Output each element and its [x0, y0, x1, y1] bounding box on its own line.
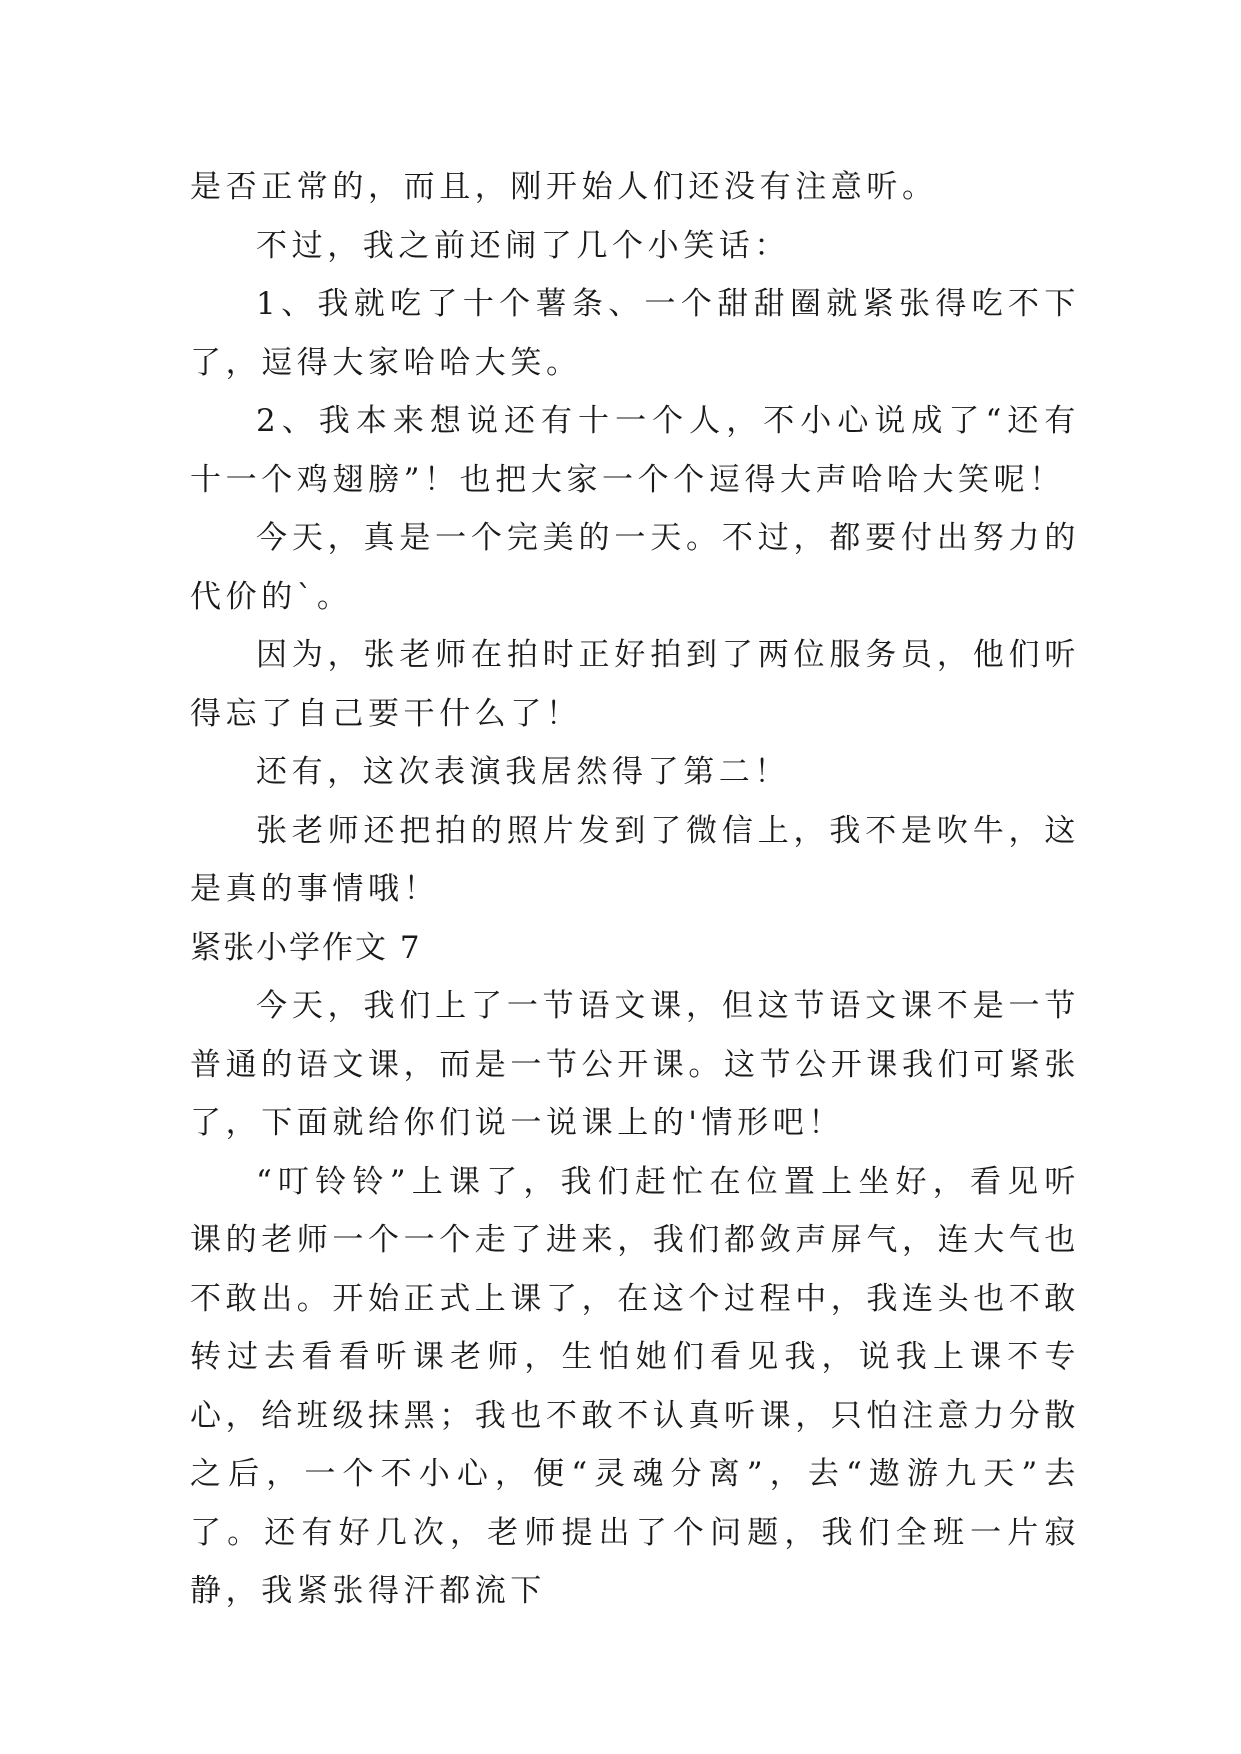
paragraph-5: 今天，真是一个完美的一天。不过，都要付出努力的代价的`。: [190, 520, 1080, 615]
paragraph-6: 因为，张老师在拍时正好拍到了两位服务员，他们听得忘了自己要干什么了！: [190, 637, 1080, 732]
paragraph-2: 不过，我之前还闹了几个小笑话：: [256, 227, 790, 264]
paragraph-3: 1、我就吃了十个薯条、一个甜甜圈就紧张得吃不下了，逗得大家哈哈大笑。: [190, 286, 1080, 381]
document-body: [190, 158, 1080, 1621]
paragraph-1: 是否正常的，而且，刚开始人们还没有注意听。: [190, 169, 938, 205]
paragraph-4: 2、我本来想说还有十一个人，不小心说成了“还有十一个鸡翅膀”！也把大家一个个逗得大声哈哈大笑呢！: [190, 403, 1080, 498]
paragraph-7: 还有，这次表演我居然得了第二！: [256, 754, 790, 790]
paragraph-9: 今天，我们上了一节语文课，但这节语文课不是一节普通的语文课，而是一节公开课。这节公开课我们可紧张了，下面就给你们说一说课上的'情形吧！: [190, 988, 1080, 1141]
paragraph-8: 张老师还把拍的照片发到了微信上，我不是吹牛，这是真的事情哦！: [190, 812, 1080, 907]
section-heading: 紧张小学作文 7: [190, 929, 422, 966]
paragraph-10: “叮铃铃”上课了，我们赶忙在位置上坐好，看见听课的老师一个一个走了进来，我们都敛声屏气，连大气也不敢出。开始正式上课了，在这个过程中，我连头也不敢转过去看看听课老师，生怕她们看见我，说我上课不专心，给班级抹黑；我也不敢不认真听课，只怕注意力分散之后，一个不小心，便“灵魂分离”，去“遨游九天”去了。还有好几次，老师提出了个问题，我们全班一片寂静，我紧张得汗都流下: [190, 1163, 1080, 1609]
